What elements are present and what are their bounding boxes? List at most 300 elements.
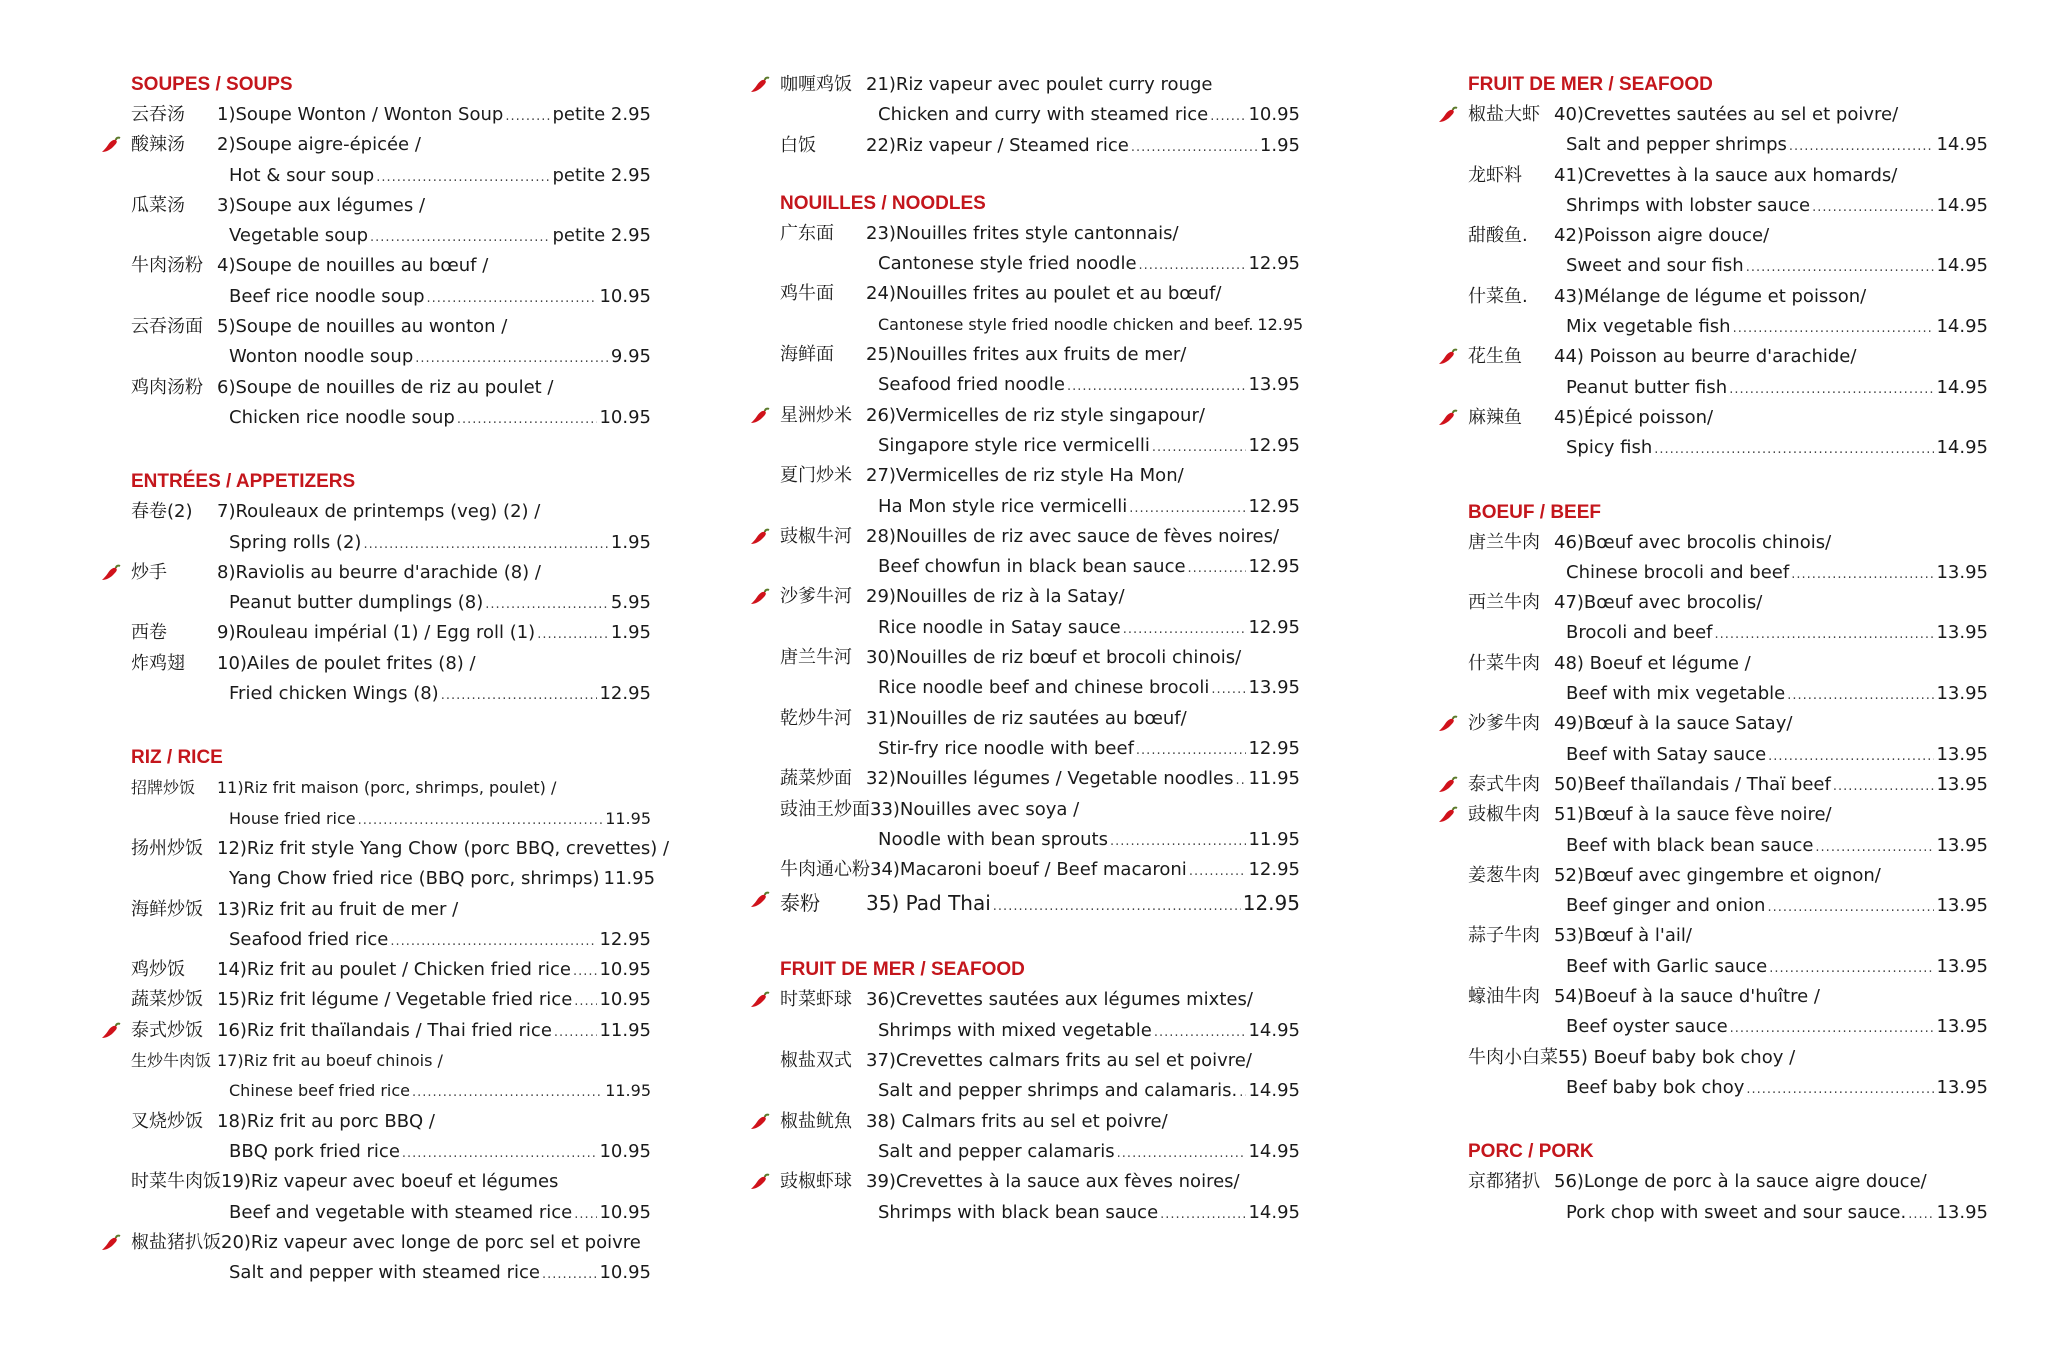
leader-dots [554, 1016, 598, 1048]
dish-description: 40)Crevettes sautées au sel et poivre/ [1554, 104, 1899, 125]
dish-translation: Salt and pepper calamaris [878, 1140, 1115, 1162]
leader-dots [427, 282, 598, 314]
dish-description: 39)Crevettes à la sauce aux fèves noires/ [866, 1171, 1240, 1193]
leader-dots [1833, 770, 1935, 802]
menu-item [1468, 982, 1988, 1043]
dish-price: 13.95 [1936, 561, 1988, 583]
menu-item [131, 497, 651, 558]
dish-chinese-name: 乾炒牛河 [780, 707, 852, 729]
dish-price: 11.95 [603, 868, 656, 890]
dish-price: 1.95 [610, 622, 651, 644]
dish-chinese-name: 甜酸鱼. [1468, 225, 1528, 247]
menu-item [780, 131, 1300, 161]
leader-dots [1908, 1198, 1934, 1230]
dish-price: 13.95 [1248, 677, 1300, 699]
dish-description: 44) Poisson au beurre d'arachide/ [1554, 346, 1857, 368]
dish-translation: Vegetable soup [229, 225, 369, 247]
dish-description: 11)Riz frit maison (porc, shrimps, poulet) / [217, 778, 557, 798]
dish-translation: BBQ pork fried rice [229, 1140, 400, 1162]
dish-translation: Peanut butter fish [1566, 376, 1728, 398]
dish-description: 31)Nouilles de riz sautées au bœuf/ [866, 707, 1187, 729]
menu-item [131, 649, 651, 710]
leader-dots [415, 342, 609, 374]
menu-item [1468, 1043, 1988, 1104]
dish-chinese-name: 豉椒虾球 [780, 1171, 852, 1193]
leader-dots [1812, 191, 1934, 223]
dish-chinese-name: 麻辣鱼 [1468, 406, 1522, 428]
dish-description: 33)Nouilles avec soya / [870, 798, 1080, 820]
leader-dots [537, 618, 609, 650]
dish-chinese-name: 蔬菜炒面 [780, 768, 852, 790]
dish-translation: Beef with mix vegetable [1566, 683, 1786, 705]
dish-chinese-name: 花生鱼 [1468, 346, 1522, 368]
dish-description: 43)Mélange de légume et poisson/ [1554, 285, 1867, 307]
chili-pepper-icon [750, 528, 772, 546]
menu-item [1468, 861, 1988, 922]
menu-section [780, 189, 1304, 922]
dish-chinese-name: 什菜鱼. [1468, 285, 1528, 307]
dish-description: 7)Rouleaux de printemps (veg) (2) / [217, 501, 541, 523]
dish-description: 10)Ailes de poulet frites (8) / [217, 652, 476, 674]
dish-translation: Rice noodle in Satay sauce [878, 616, 1121, 638]
menu-item [780, 795, 1300, 856]
dish-price: 14.95 [1248, 1140, 1300, 1162]
leader-dots [1139, 249, 1247, 281]
dish-description: 37)Crevettes calmars frits au sel et poivre/ [866, 1050, 1252, 1072]
menu-item [1468, 221, 1988, 282]
dish-description: 16)Riz frit thaïlandais / Thai fried rice [217, 1019, 552, 1041]
leader-dots [441, 679, 598, 711]
dish-price: 13.95 [1248, 374, 1300, 396]
leader-dots [574, 1198, 597, 1230]
dish-translation: Rice noodle beef and chinese brocoli [878, 677, 1210, 699]
dish-price: 12.95 [1248, 859, 1300, 881]
menu-section [131, 467, 651, 709]
dish-translation: Beef with black bean sauce [1566, 834, 1814, 856]
dish-description: 9)Rouleau impérial (1) / Egg roll (1) [217, 622, 536, 644]
chili-pepper-icon [101, 564, 123, 582]
dish-price: 14.95 [1248, 1019, 1300, 1041]
dish-price: 10.95 [599, 1201, 651, 1223]
leader-dots [1729, 373, 1934, 405]
dish-chinese-name: 豉椒牛肉 [1468, 804, 1540, 826]
menu-item [780, 1167, 1300, 1228]
leader-dots [574, 985, 597, 1017]
menu-item [1468, 100, 1988, 161]
chili-pepper-icon [1438, 715, 1460, 733]
menu-item [131, 773, 651, 834]
dish-translation: Beef with Garlic sauce [1566, 955, 1768, 977]
menu-item [1468, 403, 1988, 464]
dish-description: 41)Crevettes à la sauce aux homards/ [1554, 164, 1898, 186]
leader-dots [1067, 370, 1247, 402]
dish-description: 48) Boeuf et légume / [1554, 652, 1751, 674]
leader-dots [485, 588, 609, 620]
dish-chinese-name: 西兰牛肉 [1468, 592, 1540, 614]
dish-translation: Pork chop with sweet and sour sauce. [1566, 1201, 1907, 1223]
section-title: FRUIT DE MER / SEAFOOD [1468, 74, 1713, 95]
leader-dots [1746, 1073, 1934, 1105]
leader-dots [1815, 831, 1934, 863]
menu-item [131, 895, 651, 956]
dish-price: 10.95 [599, 285, 651, 307]
dish-price: 10.95 [1248, 104, 1300, 126]
dish-description: 19)Riz vapeur avec boeuf et légumes [221, 1171, 559, 1193]
leader-dots [1767, 891, 1934, 923]
leader-dots [1117, 1137, 1247, 1169]
chili-pepper-icon [750, 1113, 772, 1131]
menu-item [780, 643, 1300, 704]
dish-chinese-name: 唐兰牛肉 [1468, 531, 1540, 553]
menu-item [1468, 800, 1988, 861]
dish-description: 42)Poisson aigre douce/ [1554, 225, 1770, 247]
leader-dots [1789, 130, 1935, 162]
dish-price: 12.95 [1248, 556, 1300, 578]
dish-chinese-name: 扬州炒饭 [131, 837, 203, 859]
dish-price: 12.95 [1248, 253, 1300, 275]
dish-translation: Hot & sour soup [229, 164, 375, 186]
dish-price: 10.95 [599, 959, 651, 981]
dish-description: 17)Riz frit au boeuf chinois / [217, 1051, 443, 1071]
chili-pepper-icon [750, 588, 772, 606]
dish-chinese-name: 星洲炒米 [780, 404, 852, 426]
dish-description: 3)Soupe aux légumes / [217, 194, 426, 216]
leader-dots [390, 925, 597, 957]
dish-description: 50)Beef thaïlandais / Thaï beef [1554, 773, 1831, 795]
leader-dots [376, 161, 550, 193]
menu-item [131, 955, 651, 985]
menu-item [780, 985, 1300, 1046]
dish-price: 14.95 [1936, 316, 1988, 338]
dish-price: 13.95 [1936, 955, 1988, 977]
dish-chinese-name: 豉椒牛河 [780, 525, 852, 547]
dish-price: 12.95 [599, 683, 651, 705]
menu-item [131, 834, 670, 895]
menu-item [131, 100, 651, 130]
dish-translation: Chinese beef fried rice [229, 1081, 410, 1101]
menu-section [1468, 70, 1988, 464]
dish-description: 45)Épicé poisson/ [1554, 406, 1714, 428]
dish-translation: Beef and vegetable with steamed rice [229, 1201, 573, 1223]
leader-dots [993, 885, 1241, 925]
dish-chinese-name: 泰粉 [780, 891, 820, 916]
menu-item [780, 279, 1304, 340]
chili-pepper-icon [1438, 409, 1460, 427]
dish-translation: Cantonese style fried noodle [878, 253, 1137, 275]
dish-chinese-name: 瓜菜汤 [131, 194, 185, 216]
leader-dots [1769, 952, 1934, 984]
dish-price: 9.95 [610, 346, 651, 368]
dish-price: 12.95 [1248, 495, 1300, 517]
dish-translation: Beef chowfun in black bean sauce [878, 556, 1186, 578]
dish-description: 29)Nouilles de riz à la Satay/ [866, 586, 1125, 608]
dish-price: petite 2.95 [552, 164, 651, 186]
dish-description: 14)Riz frit au poulet / Chicken fried rice [217, 959, 571, 981]
dish-translation: Noodle with bean sprouts [878, 828, 1108, 850]
dish-description: 13)Riz frit au fruit de mer / [217, 898, 459, 920]
dish-description: 28)Nouilles de riz avec sauce de fèves noires/ [866, 525, 1280, 547]
dish-description: 20)Riz vapeur avec longe de porc sel et poivre [221, 1231, 641, 1253]
dish-price: 13.95 [1936, 834, 1988, 856]
menu-item [131, 1107, 651, 1168]
dish-price: petite 2.95 [552, 104, 651, 125]
dish-translation: Cantonese style fried noodle chicken and beef. [878, 314, 1254, 334]
dish-description: 52)Bœuf avec gingembre et oignon/ [1554, 864, 1881, 886]
dish-price: 14.95 [1936, 194, 1988, 216]
dish-chinese-name: 咖喱鸡饭 [780, 74, 852, 95]
dish-translation: Spicy fish [1566, 437, 1653, 459]
dish-description: 22)Riz vapeur / Steamed rice [866, 134, 1129, 156]
dish-description: 12)Riz frit style Yang Chow (porc BBQ, crevettes) / [217, 837, 670, 859]
dish-price: 11.95 [599, 1019, 651, 1041]
dish-price: 13.95 [1936, 622, 1988, 644]
menu-item [780, 340, 1300, 401]
dish-chinese-name: 牛肉通心粉 [780, 859, 870, 881]
dish-price: 12.95 [1257, 314, 1304, 334]
menu-item [780, 70, 1300, 131]
dish-price: 11.95 [1248, 828, 1300, 850]
dish-translation: Shrimps with black bean sauce [878, 1201, 1159, 1223]
dish-price: 12.95 [1248, 737, 1300, 759]
menu-item [780, 855, 1300, 885]
menu-item [780, 522, 1300, 583]
dish-description: 35) Pad Thai [866, 891, 991, 916]
menu-item [780, 704, 1300, 765]
dish-chinese-name: 时菜虾球 [780, 989, 852, 1011]
dish-translation: Beef oyster sauce [1566, 1016, 1728, 1038]
dish-price: 13.95 [1936, 743, 1988, 765]
menu-item [131, 1228, 651, 1289]
dish-translation: Spring rolls (2) [229, 531, 362, 553]
dish-translation: Chinese brocoli and beef [1566, 561, 1790, 583]
dish-price: 14.95 [1248, 1201, 1300, 1223]
dish-description: 47)Bœuf avec brocolis/ [1554, 592, 1763, 614]
dish-translation: Beef rice noodle soup [229, 285, 425, 307]
dish-description: 55) Boeuf baby bok choy / [1558, 1046, 1796, 1068]
leader-dots [1123, 613, 1247, 645]
dish-chinese-name: 椒盐双式 [780, 1050, 852, 1072]
dish-translation: House fried rice [229, 808, 356, 828]
chili-pepper-icon [1438, 776, 1460, 794]
menu-item [131, 373, 651, 434]
dish-price: 1.95 [1259, 134, 1300, 156]
section-title: BOEUF / BEEF [1468, 501, 1602, 523]
chili-pepper-icon [101, 136, 123, 154]
menu-section [780, 70, 1300, 161]
dish-price: 14.95 [1936, 255, 1988, 277]
dish-description: 26)Vermicelles de riz style singapour/ [866, 404, 1205, 426]
dish-translation: Brocoli and beef [1566, 622, 1713, 644]
leader-dots [1188, 552, 1247, 584]
dish-description: 8)Raviolis au beurre d'arachide (8) / [217, 561, 541, 583]
leader-dots [1189, 855, 1247, 887]
menu-item [131, 618, 651, 648]
dish-chinese-name: 广东面 [780, 222, 834, 244]
dish-chinese-name: 京都猪扒 [1468, 1171, 1540, 1193]
menu-item [131, 130, 651, 191]
dish-description: 1)Soupe Wonton / Wonton Soup [217, 104, 504, 125]
dish-translation: Yang Chow fried rice (BBQ porc, shrimps) [229, 868, 600, 890]
dish-chinese-name: 鸡牛面 [780, 283, 834, 305]
dish-translation: Stir-fry rice noodle with beef [878, 737, 1134, 759]
dish-translation: Beef with Satay sauce [1566, 743, 1767, 765]
leader-dots [1791, 558, 1934, 590]
dish-price: 10.95 [599, 406, 651, 428]
dish-chinese-name: 云吞汤 [131, 104, 185, 125]
dish-chinese-name: 蒜子牛肉 [1468, 925, 1540, 947]
menu-column-1 [131, 70, 670, 1322]
dish-price: 13.95 [1936, 683, 1988, 705]
leader-dots [1210, 100, 1246, 132]
menu-section [1468, 498, 1988, 1104]
menu-item [131, 1046, 651, 1107]
leader-dots [1746, 251, 1935, 283]
leader-dots [1715, 618, 1935, 650]
chili-pepper-icon [750, 891, 772, 909]
dish-chinese-name: 豉油王炒面 [780, 798, 870, 820]
dish-chinese-name: 白饭 [780, 134, 816, 156]
menu-item [780, 219, 1300, 280]
dish-price: 14.95 [1248, 1080, 1300, 1102]
menu-item [1468, 588, 1988, 649]
dish-translation: Beef ginger and onion [1566, 895, 1766, 917]
dish-description: 18)Riz frit au porc BBQ / [217, 1110, 435, 1132]
dish-translation: Seafood fried noodle [878, 374, 1065, 396]
leader-dots [1152, 431, 1247, 463]
dish-chinese-name: 牛肉汤粉 [131, 255, 203, 277]
menu-item [1468, 161, 1988, 222]
leader-dots [370, 221, 550, 253]
dish-chinese-name: 夏门炒米 [780, 465, 852, 487]
dish-price: 5.95 [610, 592, 651, 614]
dish-chinese-name: 叉烧炒饭 [131, 1110, 203, 1132]
dish-translation: Mix vegetable fish [1566, 316, 1731, 338]
dish-translation: Chicken rice noodle soup [229, 406, 455, 428]
leader-dots [1787, 679, 1934, 711]
dish-price: 13.95 [1936, 773, 1988, 795]
leader-dots [1768, 740, 1934, 772]
dish-description: 27)Vermicelles de riz style Ha Mon/ [866, 465, 1184, 487]
menu-item [780, 1107, 1300, 1168]
dish-chinese-name: 什菜牛肉 [1468, 652, 1540, 674]
dish-price: 14.95 [1936, 376, 1988, 398]
leader-dots [505, 100, 550, 132]
chili-pepper-icon [101, 1234, 123, 1252]
dish-chinese-name: 炒手 [131, 561, 167, 583]
dish-description: 38) Calmars frits au sel et poivre/ [866, 1110, 1168, 1132]
menu-section [1468, 1137, 1988, 1228]
dish-description: 54)Boeuf à la sauce d'huître / [1554, 986, 1820, 1008]
dish-chinese-name: 酸辣汤 [131, 134, 185, 156]
dish-chinese-name: 招牌炒饭 [131, 778, 196, 798]
dish-description: 49)Bœuf à la sauce Satay/ [1554, 713, 1793, 735]
dish-translation: Wonton noodle soup [229, 346, 414, 368]
dish-translation: Salt and pepper with steamed rice [229, 1262, 540, 1284]
menu-item [780, 1046, 1300, 1107]
leader-dots [402, 1137, 598, 1169]
dish-price: 12.95 [1248, 434, 1300, 456]
dish-translation: Singapore style rice vermicelli [878, 434, 1150, 456]
dish-chinese-name: 云吞汤面 [131, 316, 203, 338]
dish-price: 14.95 [1936, 437, 1988, 459]
dish-description: 2)Soupe aigre-épicée / [217, 134, 421, 156]
dish-description: 6)Soupe de nouilles de riz au poulet / [217, 376, 554, 398]
dish-price: 14.95 [1936, 134, 1988, 156]
dish-description: 4)Soupe de nouilles au bœuf / [217, 255, 489, 277]
menu-section [131, 743, 670, 1288]
dish-translation: Shrimps with lobster sauce [1566, 194, 1811, 216]
dish-translation: Beef baby bok choy [1566, 1076, 1745, 1098]
section-title: RIZ / RICE [131, 747, 223, 769]
menu-item [1468, 528, 1988, 589]
section-title: PORC / PORK [1468, 1141, 1594, 1163]
menu-item [1468, 342, 1988, 403]
dish-price: 11.95 [605, 1081, 651, 1101]
dish-chinese-name: 蠔油牛肉 [1468, 986, 1540, 1008]
dish-description: 23)Nouilles frites style cantonnais/ [866, 222, 1179, 244]
dish-price: 13.95 [1936, 1076, 1988, 1098]
leader-dots [1733, 312, 1935, 344]
dish-chinese-name: 海鲜面 [780, 344, 834, 366]
dish-price: 11.95 [1248, 768, 1300, 790]
dish-translation: Shrimps with mixed vegetable [878, 1019, 1152, 1041]
dish-chinese-name: 蔬菜炒饭 [131, 989, 203, 1011]
chili-pepper-icon [101, 1022, 123, 1040]
leader-dots [1239, 1076, 1246, 1108]
menu-item [1468, 921, 1988, 982]
section-title: NOUILLES / NOODLES [780, 192, 986, 214]
dish-translation: Peanut butter dumplings (8) [229, 592, 484, 614]
dish-description: 56)Longe de porc à la sauce aigre douce/ [1554, 1171, 1927, 1193]
dish-translation: Salt and pepper shrimps and calamaris. [878, 1080, 1238, 1102]
chili-pepper-icon [1438, 348, 1460, 366]
dish-price: 13.95 [1936, 1016, 1988, 1038]
menu-item [1468, 1167, 1988, 1228]
dish-chinese-name: 沙爹牛肉 [1468, 713, 1540, 735]
dish-translation: Seafood fried rice [229, 928, 389, 950]
leader-dots [573, 955, 598, 987]
leader-dots [542, 1258, 598, 1290]
menu-column-2 [780, 70, 1304, 1262]
leader-dots [363, 528, 608, 560]
dish-chinese-name: 鸡炒饭 [131, 959, 185, 981]
dish-description: 34)Macaroni boeuf / Beef macaroni [870, 859, 1187, 881]
dish-description: 32)Nouilles légumes / Vegetable noodles [866, 768, 1234, 790]
dish-description: 46)Bœuf avec brocolis chinois/ [1554, 531, 1832, 553]
leader-dots [1110, 825, 1247, 857]
dish-chinese-name: 海鲜炒饭 [131, 898, 203, 920]
dish-price: 10.95 [599, 989, 651, 1011]
menu-item [780, 582, 1300, 643]
leader-dots [1236, 764, 1247, 796]
menu-item [131, 558, 651, 619]
leader-dots [1129, 492, 1246, 524]
chili-pepper-icon [750, 76, 772, 94]
menu-item [780, 461, 1300, 522]
dish-description: 30)Nouilles de riz bœuf et brocoli chinois/ [866, 647, 1242, 669]
dish-price: 10.95 [599, 1140, 651, 1162]
leader-dots [412, 1076, 603, 1108]
dish-chinese-name: 炸鸡翅 [131, 652, 185, 674]
dish-chinese-name: 西卷 [131, 622, 167, 644]
menu-item [1468, 770, 1988, 800]
dish-description: 25)Nouilles frites aux fruits de mer/ [866, 344, 1187, 366]
dish-price: 13.95 [1936, 1201, 1988, 1223]
dish-description: 36)Crevettes sautées aux légumes mixtes/ [866, 989, 1253, 1011]
dish-price: 12.95 [1248, 616, 1300, 638]
leader-dots [457, 403, 598, 435]
dish-price: 10.95 [599, 1262, 651, 1284]
